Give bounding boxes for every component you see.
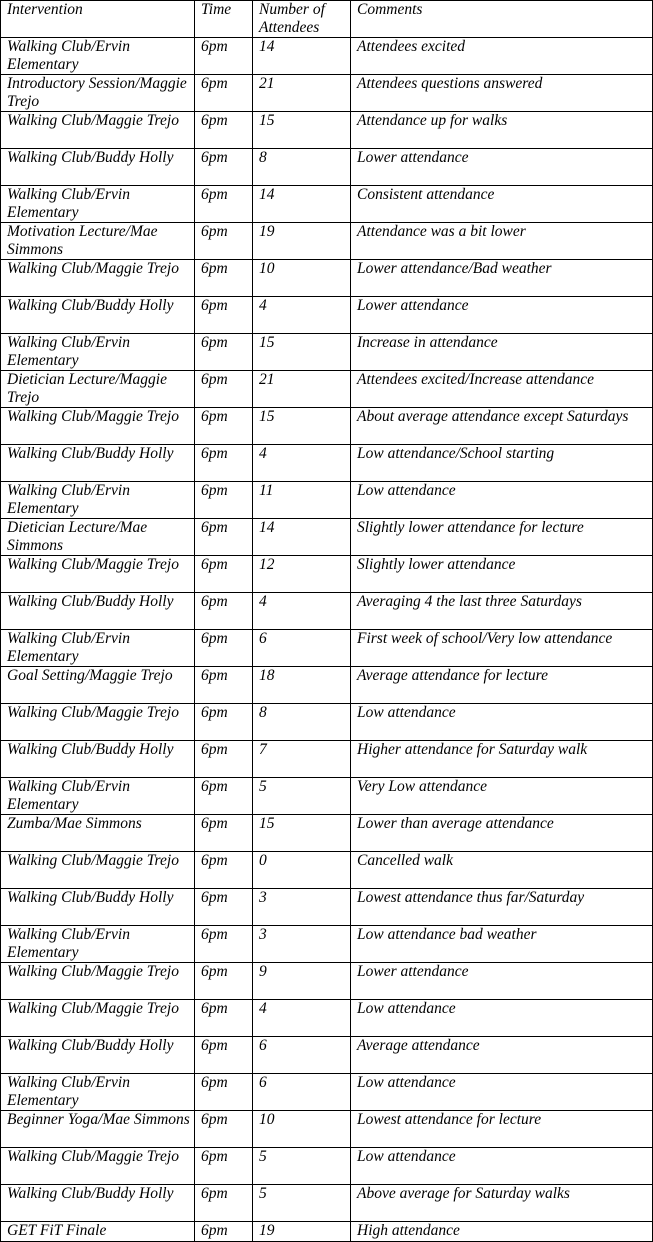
table-row bbox=[1, 963, 653, 1000]
cell-attendees: 14 bbox=[253, 186, 351, 223]
cell-comments: Slightly lower attendance for lecture bbox=[351, 519, 653, 556]
table-row bbox=[1, 260, 653, 297]
table-row bbox=[1, 334, 653, 371]
cell-intervention: GET FiT Finale bbox=[1, 1222, 195, 1242]
table-row bbox=[1, 186, 653, 223]
cell-time: 6pm bbox=[195, 852, 253, 889]
cell-time: 6pm bbox=[195, 556, 253, 593]
cell-intervention: Beginner Yoga/Mae Simmons bbox=[1, 1111, 195, 1148]
cell-attendees: 10 bbox=[253, 1111, 351, 1148]
cell-time: 6pm bbox=[195, 1222, 253, 1242]
header-attendees: Number of Attendees bbox=[253, 1, 351, 38]
header-comments: Comments bbox=[351, 1, 653, 38]
table-row bbox=[1, 889, 653, 926]
cell-attendees: 3 bbox=[253, 889, 351, 926]
cell-intervention: Walking Club/Buddy Holly bbox=[1, 149, 195, 186]
cell-intervention: Motivation Lecture/Mae Simmons bbox=[1, 223, 195, 260]
cell-intervention: Walking Club/Maggie Trejo bbox=[1, 556, 195, 593]
cell-attendees: 4 bbox=[253, 297, 351, 334]
cell-intervention: Walking Club/Maggie Trejo bbox=[1, 852, 195, 889]
cell-attendees: 4 bbox=[253, 1000, 351, 1037]
cell-attendees: 21 bbox=[253, 75, 351, 112]
cell-attendees: 8 bbox=[253, 149, 351, 186]
cell-comments: Higher attendance for Saturday walk bbox=[351, 741, 653, 778]
cell-comments: Average attendance bbox=[351, 1037, 653, 1074]
cell-comments: Lower attendance bbox=[351, 963, 653, 1000]
table-row bbox=[1, 926, 653, 963]
cell-comments: Cancelled walk bbox=[351, 852, 653, 889]
cell-attendees: 15 bbox=[253, 408, 351, 445]
cell-time: 6pm bbox=[195, 1148, 253, 1185]
cell-comments: Low attendance bbox=[351, 704, 653, 741]
cell-intervention: Walking Club/Buddy Holly bbox=[1, 445, 195, 482]
cell-comments: Very Low attendance bbox=[351, 778, 653, 815]
cell-comments: Attendees excited/Increase attendance bbox=[351, 371, 653, 408]
cell-intervention: Walking Club/Ervin Elementary bbox=[1, 630, 195, 667]
cell-intervention: Walking Club/Buddy Holly bbox=[1, 593, 195, 630]
cell-comments: Low attendance bbox=[351, 1000, 653, 1037]
cell-time: 6pm bbox=[195, 704, 253, 741]
cell-time: 6pm bbox=[195, 1111, 253, 1148]
cell-attendees: 6 bbox=[253, 1037, 351, 1074]
cell-attendees: 3 bbox=[253, 926, 351, 963]
table-header bbox=[1, 1, 653, 38]
table-row bbox=[1, 704, 653, 741]
cell-attendees: 5 bbox=[253, 778, 351, 815]
table-row bbox=[1, 38, 653, 75]
cell-intervention: Walking Club/Buddy Holly bbox=[1, 297, 195, 334]
cell-intervention: Walking Club/Maggie Trejo bbox=[1, 963, 195, 1000]
table-row bbox=[1, 519, 653, 556]
cell-intervention: Walking Club/Ervin Elementary bbox=[1, 334, 195, 371]
cell-time: 6pm bbox=[195, 445, 253, 482]
header-row bbox=[1, 1, 653, 38]
table-row bbox=[1, 556, 653, 593]
cell-time: 6pm bbox=[195, 593, 253, 630]
table-row bbox=[1, 1185, 653, 1222]
table-row bbox=[1, 112, 653, 149]
cell-attendees: 21 bbox=[253, 371, 351, 408]
cell-comments: Attendees questions answered bbox=[351, 75, 653, 112]
cell-comments: Low attendance bbox=[351, 1074, 653, 1111]
cell-comments: Low attendance/School starting bbox=[351, 445, 653, 482]
cell-time: 6pm bbox=[195, 815, 253, 852]
cell-intervention: Walking Club/Ervin Elementary bbox=[1, 482, 195, 519]
cell-time: 6pm bbox=[195, 482, 253, 519]
cell-intervention: Walking Club/Maggie Trejo bbox=[1, 1000, 195, 1037]
table-row bbox=[1, 1222, 653, 1242]
cell-attendees: 12 bbox=[253, 556, 351, 593]
table-row bbox=[1, 1037, 653, 1074]
cell-attendees: 19 bbox=[253, 1222, 351, 1242]
table-row bbox=[1, 593, 653, 630]
cell-intervention: Walking Club/Ervin Elementary bbox=[1, 38, 195, 75]
table-row bbox=[1, 630, 653, 667]
cell-comments: Low attendance bbox=[351, 1148, 653, 1185]
cell-time: 6pm bbox=[195, 667, 253, 704]
cell-time: 6pm bbox=[195, 889, 253, 926]
cell-attendees: 4 bbox=[253, 593, 351, 630]
cell-intervention: Walking Club/Maggie Trejo bbox=[1, 704, 195, 741]
table-row bbox=[1, 149, 653, 186]
cell-time: 6pm bbox=[195, 519, 253, 556]
header-intervention: Intervention bbox=[1, 1, 195, 38]
cell-attendees: 15 bbox=[253, 112, 351, 149]
cell-comments: About average attendance except Saturdays bbox=[351, 408, 653, 445]
cell-time: 6pm bbox=[195, 1037, 253, 1074]
cell-attendees: 10 bbox=[253, 260, 351, 297]
cell-intervention: Walking Club/Ervin Elementary bbox=[1, 926, 195, 963]
cell-intervention: Dietician Lecture/Maggie Trejo bbox=[1, 371, 195, 408]
cell-intervention: Walking Club/Buddy Holly bbox=[1, 1185, 195, 1222]
cell-comments: Lowest attendance for lecture bbox=[351, 1111, 653, 1148]
cell-intervention: Walking Club/Maggie Trejo bbox=[1, 260, 195, 297]
cell-time: 6pm bbox=[195, 223, 253, 260]
cell-time: 6pm bbox=[195, 38, 253, 75]
table-row bbox=[1, 75, 653, 112]
cell-comments: Average attendance for lecture bbox=[351, 667, 653, 704]
cell-comments: Lower attendance bbox=[351, 297, 653, 334]
table-body bbox=[1, 38, 653, 1242]
cell-comments: Consistent attendance bbox=[351, 186, 653, 223]
cell-comments: Slightly lower attendance bbox=[351, 556, 653, 593]
cell-intervention: Walking Club/Maggie Trejo bbox=[1, 112, 195, 149]
cell-comments: Increase in attendance bbox=[351, 334, 653, 371]
cell-time: 6pm bbox=[195, 630, 253, 667]
cell-attendees: 5 bbox=[253, 1148, 351, 1185]
cell-comments: Attendance up for walks bbox=[351, 112, 653, 149]
cell-comments: High attendance bbox=[351, 1222, 653, 1242]
cell-comments: First week of school/Very low attendance bbox=[351, 630, 653, 667]
cell-comments: Attendees excited bbox=[351, 38, 653, 75]
cell-comments: Above average for Saturday walks bbox=[351, 1185, 653, 1222]
cell-attendees: 18 bbox=[253, 667, 351, 704]
cell-attendees: 5 bbox=[253, 1185, 351, 1222]
table-row bbox=[1, 815, 653, 852]
cell-intervention: Walking Club/Ervin Elementary bbox=[1, 1074, 195, 1111]
cell-time: 6pm bbox=[195, 297, 253, 334]
cell-intervention: Walking Club/Maggie Trejo bbox=[1, 408, 195, 445]
cell-time: 6pm bbox=[195, 75, 253, 112]
table-row bbox=[1, 223, 653, 260]
cell-attendees: 7 bbox=[253, 741, 351, 778]
cell-time: 6pm bbox=[195, 371, 253, 408]
table-row bbox=[1, 778, 653, 815]
cell-attendees: 8 bbox=[253, 704, 351, 741]
cell-intervention: Walking Club/Buddy Holly bbox=[1, 889, 195, 926]
cell-comments: Lower attendance/Bad weather bbox=[351, 260, 653, 297]
cell-intervention: Walking Club/Maggie Trejo bbox=[1, 1148, 195, 1185]
table-row bbox=[1, 852, 653, 889]
cell-time: 6pm bbox=[195, 260, 253, 297]
cell-intervention: Walking Club/Buddy Holly bbox=[1, 741, 195, 778]
cell-attendees: 19 bbox=[253, 223, 351, 260]
cell-attendees: 6 bbox=[253, 630, 351, 667]
cell-intervention: Walking Club/Buddy Holly bbox=[1, 1037, 195, 1074]
cell-intervention: Goal Setting/Maggie Trejo bbox=[1, 667, 195, 704]
cell-intervention: Dietician Lecture/Mae Simmons bbox=[1, 519, 195, 556]
table-row bbox=[1, 667, 653, 704]
header-time: Time bbox=[195, 1, 253, 38]
cell-intervention: Introductory Session/Maggie Trejo bbox=[1, 75, 195, 112]
cell-attendees: 14 bbox=[253, 38, 351, 75]
cell-comments: Low attendance bad weather bbox=[351, 926, 653, 963]
table-row bbox=[1, 1074, 653, 1111]
cell-comments: Attendance was a bit lower bbox=[351, 223, 653, 260]
table-row bbox=[1, 1148, 653, 1185]
table-row bbox=[1, 1000, 653, 1037]
table-row bbox=[1, 1111, 653, 1148]
table-row bbox=[1, 297, 653, 334]
cell-time: 6pm bbox=[195, 149, 253, 186]
table-row bbox=[1, 445, 653, 482]
cell-attendees: 9 bbox=[253, 963, 351, 1000]
table-row bbox=[1, 408, 653, 445]
cell-intervention: Walking Club/Ervin Elementary bbox=[1, 778, 195, 815]
cell-attendees: 11 bbox=[253, 482, 351, 519]
cell-comments: Lowest attendance thus far/Saturday bbox=[351, 889, 653, 926]
cell-time: 6pm bbox=[195, 186, 253, 223]
cell-comments: Lower than average attendance bbox=[351, 815, 653, 852]
cell-time: 6pm bbox=[195, 1074, 253, 1111]
table-row bbox=[1, 482, 653, 519]
cell-attendees: 15 bbox=[253, 815, 351, 852]
cell-intervention: Zumba/Mae Simmons bbox=[1, 815, 195, 852]
cell-attendees: 15 bbox=[253, 334, 351, 371]
cell-time: 6pm bbox=[195, 963, 253, 1000]
cell-time: 6pm bbox=[195, 1185, 253, 1222]
table-row bbox=[1, 371, 653, 408]
cell-time: 6pm bbox=[195, 778, 253, 815]
cell-comments: Averaging 4 the last three Saturdays bbox=[351, 593, 653, 630]
cell-time: 6pm bbox=[195, 1000, 253, 1037]
cell-time: 6pm bbox=[195, 334, 253, 371]
cell-intervention: Walking Club/Ervin Elementary bbox=[1, 186, 195, 223]
cell-time: 6pm bbox=[195, 408, 253, 445]
cell-attendees: 14 bbox=[253, 519, 351, 556]
cell-attendees: 6 bbox=[253, 1074, 351, 1111]
cell-comments: Low attendance bbox=[351, 482, 653, 519]
cell-time: 6pm bbox=[195, 741, 253, 778]
table-row bbox=[1, 741, 653, 778]
cell-time: 6pm bbox=[195, 112, 253, 149]
cell-attendees: 4 bbox=[253, 445, 351, 482]
cell-attendees: 0 bbox=[253, 852, 351, 889]
cell-time: 6pm bbox=[195, 926, 253, 963]
cell-comments: Lower attendance bbox=[351, 149, 653, 186]
